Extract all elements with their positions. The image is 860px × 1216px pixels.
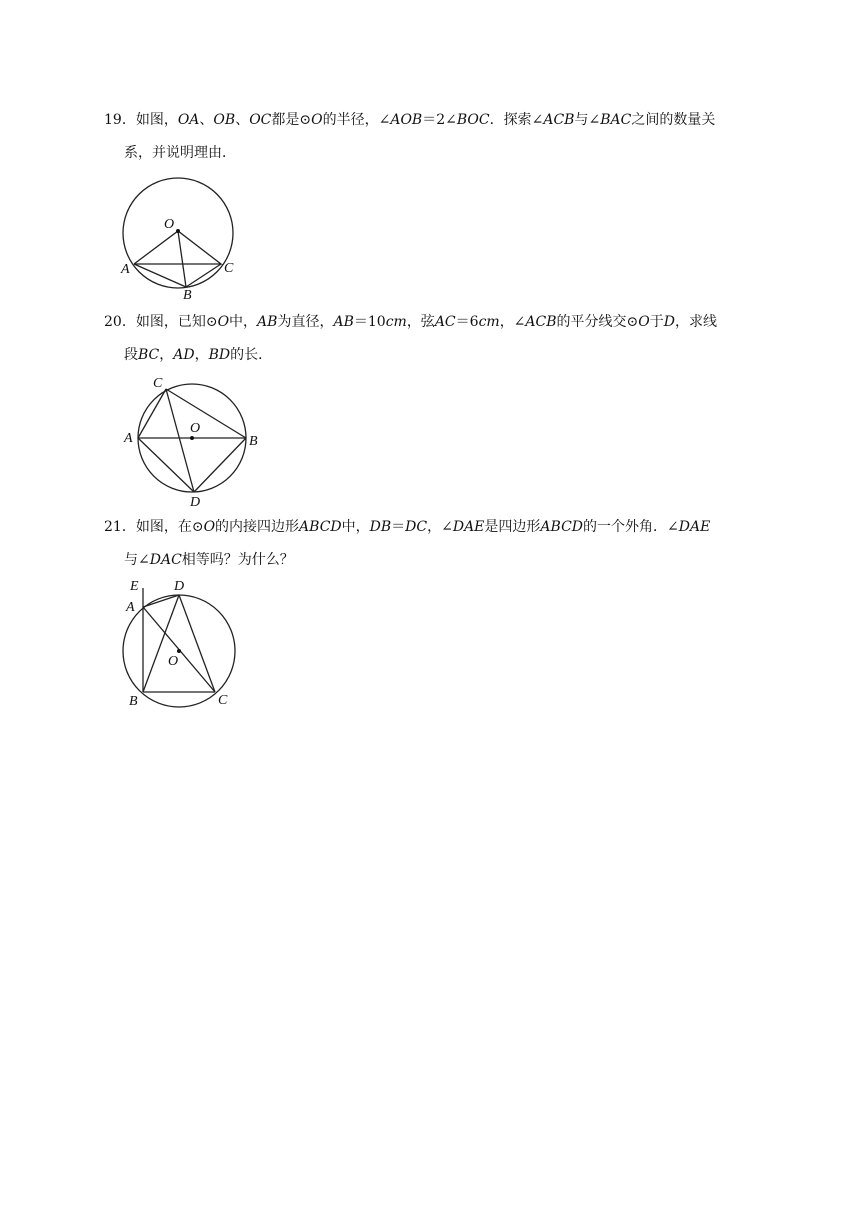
q20-text: 为直径， [277,314,334,330]
q21-line-1 [104,517,710,537]
q20-text: ＝10 [353,314,386,330]
q20-text: 段 [124,347,138,363]
q21-text: DAE [678,519,711,535]
q21-text: ABCD [299,519,342,535]
q19-line-2 [124,143,236,163]
q21-text: 相等吗？为什么？ [181,552,294,568]
q20-text: 的平分线交⊙ [556,314,639,330]
q20-text: ，求线 [675,314,717,330]
q21-text: 的内接四边形 [215,519,300,535]
q19-text: 与∠ [574,112,601,128]
q21-text: ABCD [540,519,584,535]
q21-figure [112,574,252,714]
q20-segment-CB [166,389,246,438]
q20-label-C: C [153,376,163,391]
q20-text: AD [173,347,195,363]
q19-text: ACB [543,112,575,128]
q21-number: 21． [104,519,136,535]
q20-segment-AD [138,438,194,492]
q20-text: cm [385,314,407,330]
q19-text: 、 [235,112,250,128]
q21-text: O [203,519,216,535]
q20-line-2 [124,345,272,365]
q19-text: AOB [390,112,423,128]
q19-number: 19． [104,112,136,128]
q20-text: BD [208,347,231,363]
q21-text: ＝ [391,519,406,535]
q20-text: 如图，已知⊙ [135,314,218,330]
q19-text: BAC [600,112,632,128]
q19-label-O: O [164,217,175,232]
q20-text: ， [159,347,174,363]
q19-center-point [176,229,180,233]
q21-segment-DC [179,595,215,692]
q19-text: 、 [199,112,214,128]
q19-text: 之间的数量关 [631,112,716,128]
q21-text: DAE [452,519,485,535]
q19-label-C: C [224,261,234,276]
q19-text: 都是⊙ [271,112,312,128]
q19-text: 的半径，∠ [322,112,391,128]
q21-label-O: O [168,654,179,669]
q19-text: ．探索∠ [489,112,544,128]
q20-number: 20． [104,314,136,330]
q21-text: DAC [149,552,182,568]
q20-text: AB [257,314,278,330]
q20-text: ＝6 [455,314,479,330]
q20-text: AC [434,314,456,330]
q21-label-D: D [174,579,185,594]
q20-figure [118,372,268,510]
q19-label-B: B [183,288,192,303]
q20-segment-AC [138,389,166,438]
q20-text: AB [333,314,354,330]
q21-text: DB [369,519,392,535]
q20-text: cm [478,314,500,330]
q20-text: BC [138,347,160,363]
q19-text: OC [249,112,272,128]
q20-text: O [638,314,650,330]
q21-text: 是四边形 [484,519,541,535]
q21-label-C: C [218,693,228,708]
q19-label-A: A [121,262,130,277]
q19-segment-BC [186,264,221,287]
q20-text: ，弦 [406,314,435,330]
q21-text: 如图，在⊙ [135,519,204,535]
q20-text: 中， [229,314,258,330]
q21-text: ，∠ [427,519,453,535]
q20-label-O: O [190,421,201,436]
q20-label-B: B [249,434,258,449]
q20-text: D [663,314,675,330]
q19-text: ＝2∠ [422,112,457,128]
q21-text: 中， [341,519,370,535]
q20-label-A: A [124,431,133,446]
q21-center-point [177,649,181,653]
q20-line-1 [104,312,717,332]
q19-text: 系，并说明理由． [124,145,236,161]
q20-text: ，∠ [499,314,526,330]
q20-label-D: D [190,495,201,510]
q19-text: BOC [456,112,490,128]
q20-text: ACB [525,314,557,330]
q19-text: OA [177,112,200,128]
q19-segment-AB [134,264,186,287]
q19-text: OB [213,112,236,128]
q19-segment-OB [178,231,186,287]
q21-line-2 [124,550,294,570]
q21-label-B: B [129,694,138,709]
q20-segment-CD [166,389,194,492]
q19-text: 如图， [135,112,178,128]
q19-figure [112,170,252,305]
q21-text: 的一个外角．∠ [583,519,679,535]
q20-text: ， [194,347,209,363]
q19-text: O [311,112,323,128]
q20-text: O [217,314,230,330]
q20-text: 于 [649,314,664,330]
q19-line-1 [104,110,715,130]
q21-segment-AD [143,595,179,607]
q21-label-A: A [126,600,135,615]
q20-text: 的长． [230,347,273,363]
q21-text: DC [405,519,428,535]
q21-label-E: E [130,579,139,594]
q20-center-point [190,436,194,440]
q21-text: 与∠ [124,552,150,568]
q19-triangle [134,231,221,264]
